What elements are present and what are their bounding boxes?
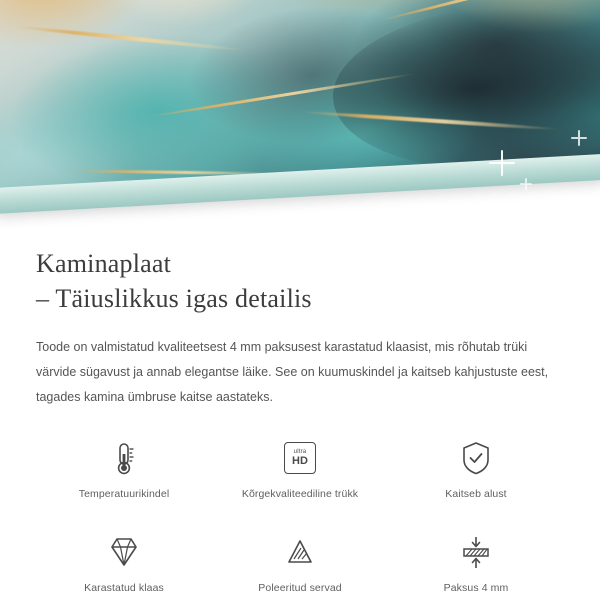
feature-label: Kaitseb alust — [445, 487, 507, 500]
feature-label: Paksus 4 mm — [443, 581, 509, 594]
feature-label: Temperatuurikindel — [78, 487, 170, 500]
shield-check-icon — [458, 436, 494, 480]
feature-temperature-resistant — [36, 436, 212, 522]
feature-label: Poleeritud servad — [258, 581, 342, 594]
marble-dark-swirl — [333, 0, 600, 179]
title-line-2: – Täiuslikkus igas detailis — [36, 284, 312, 314]
feature-polished-edges — [212, 530, 388, 600]
ultra-hd-icon — [284, 436, 316, 480]
thermometer-icon — [106, 436, 142, 480]
diamond-icon — [104, 530, 144, 574]
feature-label: Kõrgekvaliteediline trükk — [241, 487, 359, 500]
feature-label: Karastatud klaas — [84, 581, 164, 594]
ultra-hd-badge-bottom: HD — [292, 454, 308, 467]
thickness-icon — [456, 530, 496, 574]
feature-protects-surface — [388, 436, 564, 522]
product-description: Toode on valmistatud kvaliteetsest 4 mm paksusest karastatud klaasist, mis rõhutab trüki värvide sügavust ja annab elegantse läike. See on kuumuskindel ja kaitseb kahjustuste eest, tagades kamina ümbruse kaitse aastateks. — [36, 339, 549, 404]
gold-vein — [14, 24, 246, 52]
feature-grid — [36, 436, 564, 600]
hero-image — [0, 0, 600, 228]
feature-high-quality-print — [212, 436, 388, 522]
feature-tempered-glass — [36, 530, 212, 600]
polished-edges-icon — [280, 530, 320, 574]
text-content — [0, 228, 600, 410]
feature-thickness — [388, 530, 564, 600]
title-line-1: Kaminaplaat — [36, 249, 172, 278]
page-title — [36, 246, 564, 317]
ultra-hd-badge-top: ultra — [293, 448, 307, 455]
